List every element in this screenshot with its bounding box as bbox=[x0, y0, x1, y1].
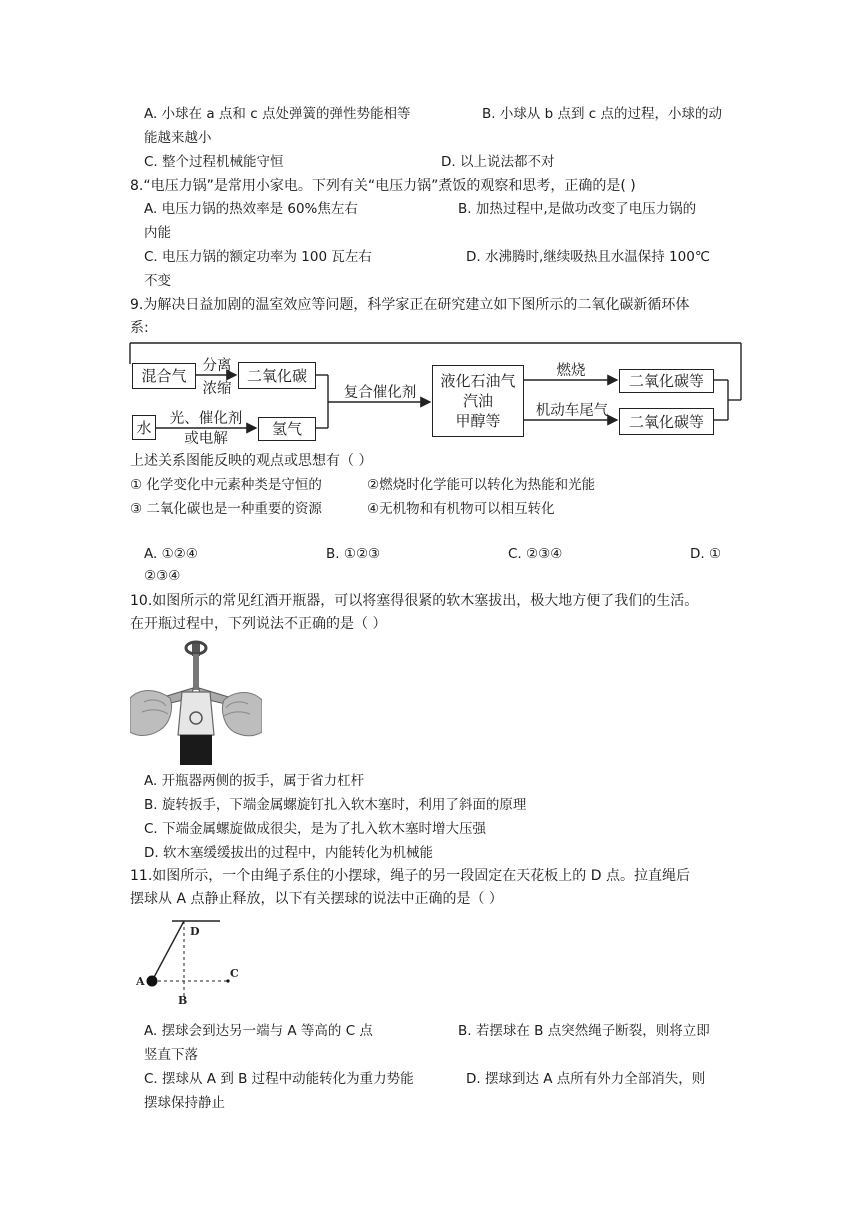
q8-option-d-cont: 不变 bbox=[144, 273, 171, 289]
q9-option-b: B. ①②③ bbox=[326, 546, 381, 562]
q7-option-b-cont: 能越来越小 bbox=[144, 130, 212, 146]
q7-option-b: B. 小球从 b 点到 c 点的过程，小球的动 bbox=[482, 106, 723, 122]
q11-option-b: B. 若摆球在 B 点突然绳子断裂，则将立即 bbox=[458, 1023, 710, 1039]
q10-option-b: B. 旋转扳手，下端金属螺旋钉扎入软木塞时，利用了斜面的原理 bbox=[144, 797, 527, 813]
q7-option-c: C. 整个过程机械能守恒 bbox=[144, 154, 284, 170]
q8-option-b-cont: 内能 bbox=[144, 225, 171, 241]
product-lpg: 液化石油气 bbox=[440, 372, 516, 390]
q9-option-d: D. ① bbox=[690, 546, 722, 562]
q10-option-d: D. 软木塞缓缓拔出的过程中，内能转化为机械能 bbox=[144, 845, 433, 861]
q10-option-c: C. 下端金属螺旋做成很尖，是为了扎入软木塞时增大压强 bbox=[144, 821, 487, 837]
q11-option-b-cont: 竖直下落 bbox=[144, 1047, 198, 1063]
q9-option-c: C. ②③④ bbox=[508, 546, 563, 562]
box-mixed-gas: 混合气 bbox=[132, 363, 196, 389]
label-b: B bbox=[178, 994, 188, 1007]
label-exhaust: 机动车尾气 bbox=[535, 403, 609, 419]
q10-stem-cont: 在开瓶过程中，下列说法不正确的是（ ） bbox=[130, 616, 387, 632]
q11-option-a: A. 摆球会到达另一端与 A 等高的 C 点 bbox=[144, 1023, 373, 1039]
box-co2-left: 二氧化碳 bbox=[238, 362, 316, 389]
product-methanol: 甲醇等 bbox=[455, 412, 501, 430]
label-d: D bbox=[190, 925, 200, 938]
q9-stem: 9.为解决日益加剧的温室效应等问题，科学家正在研究建立如下图所示的二氧化碳新循环体 bbox=[130, 297, 690, 313]
pendulum-ball bbox=[147, 976, 158, 987]
q9-stem-cont: 系: bbox=[130, 320, 149, 336]
label-light-catalyst: 光、催化剂 bbox=[169, 411, 243, 427]
pendulum-string bbox=[152, 921, 184, 981]
q9-view-2: ②燃烧时化学能可以转化为热能和光能 bbox=[367, 477, 596, 493]
label-separate: 分离 bbox=[202, 358, 232, 374]
q11-option-d-cont: 摆球保持静止 bbox=[144, 1095, 225, 1111]
q8-option-d: D. 水沸腾时,继续吸热且水温保持 100℃ bbox=[466, 249, 710, 265]
box-co2-top: 二氧化碳等 bbox=[619, 369, 714, 393]
q8-stem: 8.“电压力锅”是常用小家电。下列有关“电压力锅”煮饭的观察和思考，正确的是( ) bbox=[130, 178, 636, 194]
q10-stem: 10.如图所示的常见红酒开瓶器，可以将塞得很紧的软木塞拔出，极大地方便了我们的生活。 bbox=[130, 593, 699, 609]
q9-option-a: A. ①②④ bbox=[144, 546, 198, 562]
q8-option-b: B. 加热过程中,是做功改变了电压力锅的 bbox=[458, 201, 697, 217]
label-concentrate: 浓缩 bbox=[202, 381, 232, 397]
corkscrew-photo bbox=[130, 640, 262, 765]
box-co2-bottom: 二氧化碳等 bbox=[619, 408, 714, 435]
q8-option-c: C. 电压力锅的额定功率为 100 瓦左右 bbox=[144, 249, 372, 265]
box-hydrogen: 氢气 bbox=[258, 417, 316, 441]
box-products bbox=[432, 365, 524, 437]
q9-view-1: ① 化学变化中元素种类是守恒的 bbox=[130, 477, 322, 493]
product-gasoline: 汽油 bbox=[462, 392, 493, 410]
q9-option-d-cont: ②③④ bbox=[144, 568, 181, 584]
q11-option-c: C. 摆球从 A 到 B 过程中动能转化为重力势能 bbox=[144, 1071, 414, 1087]
label-burn: 燃烧 bbox=[556, 363, 586, 379]
label-or-electrolysis: 或电解 bbox=[184, 431, 228, 447]
co2-cycle-diagram bbox=[128, 340, 748, 445]
label-a: A bbox=[136, 975, 145, 988]
q9-prompt: 上述关系图能反映的观点或思想有（ ） bbox=[130, 453, 373, 469]
q7-option-a: A. 小球在 a 点和 c 点处弹簧的弹性势能相等 bbox=[144, 106, 411, 122]
q10-option-a: A. 开瓶器两侧的扳手，属于省力杠杆 bbox=[144, 773, 365, 789]
q7-option-d: D. 以上说法都不对 bbox=[441, 154, 555, 170]
q11-stem: 11.如图所示，一个由绳子系住的小摆球，绳子的另一段固定在天花板上的 D 点。拉直绳后 bbox=[130, 868, 690, 884]
q8-option-a: A. 电压力锅的热效率是 60%焦左右 bbox=[144, 201, 358, 217]
box-water: 水 bbox=[132, 415, 156, 440]
q9-view-4: ④无机物和有机物可以相互转化 bbox=[367, 501, 555, 517]
q11-stem-cont: 摆球从 A 点静止释放，以下有关摆球的说法中正确的是（ ） bbox=[130, 891, 503, 907]
label-c: C bbox=[230, 967, 239, 980]
label-composite-catalyst: 复合催化剂 bbox=[343, 385, 417, 401]
q9-view-3: ③ 二氧化碳也是一种重要的资源 bbox=[130, 501, 322, 517]
pendulum-figure bbox=[128, 915, 248, 1007]
q11-option-d: D. 摆球到达 A 点所有外力全部消失，则 bbox=[466, 1071, 706, 1087]
